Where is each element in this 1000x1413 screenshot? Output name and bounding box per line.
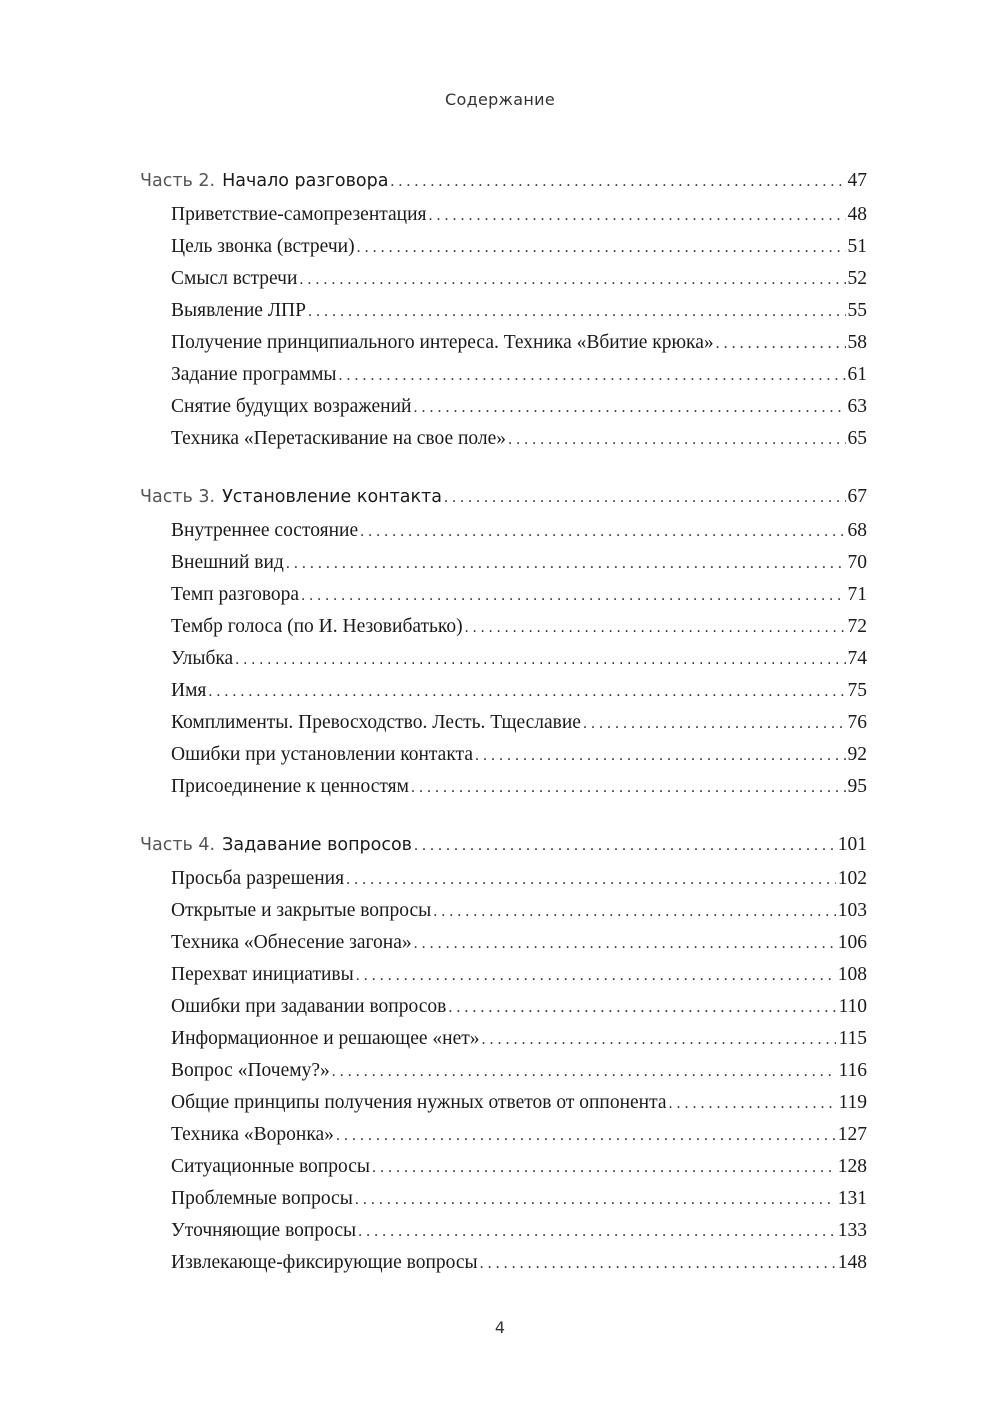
- toc-entry: [140, 428, 867, 460]
- entry-title: Ситуационные вопросы: [171, 1156, 370, 1177]
- toc-entry: [140, 900, 867, 932]
- entry-title: Перехват инициативы: [171, 964, 354, 985]
- dot-leader: [336, 1127, 836, 1145]
- entry-title: Снятие будущих возражений: [171, 396, 412, 417]
- entry-page-number: 116: [838, 1060, 867, 1081]
- entry-page-number: 63: [847, 396, 867, 417]
- toc-part: [140, 170, 867, 460]
- toc-entry: [140, 776, 867, 808]
- dot-leader: [301, 587, 845, 605]
- entry-title: Уточняющие вопросы: [171, 1220, 357, 1241]
- entry-page-number: 127: [837, 1124, 867, 1145]
- entry-page-number: 128: [837, 1156, 867, 1177]
- dot-leader: [414, 837, 836, 855]
- entry-page-number: 52: [847, 268, 867, 289]
- toc-entry: [140, 204, 867, 236]
- toc-entry: [140, 932, 867, 964]
- toc-entry: [140, 1220, 867, 1252]
- toc-entry: [140, 964, 867, 996]
- part-page-number: 47: [847, 170, 867, 191]
- dot-leader: [433, 903, 836, 921]
- entry-page-number: 95: [847, 776, 867, 797]
- part-number: Часть 2.: [140, 171, 216, 191]
- entry-title: Выявление ЛПР: [171, 300, 306, 321]
- entry-title: Общие принципы получения нужных ответов от оппонента: [171, 1092, 667, 1113]
- toc-entry: [140, 1060, 867, 1092]
- page-number: 4: [494, 1318, 506, 1337]
- dot-leader: [339, 367, 846, 385]
- dot-leader: [235, 651, 845, 669]
- toc-part: [140, 834, 867, 1284]
- entry-page-number: 65: [847, 428, 867, 449]
- part-title: Начало разговора: [222, 171, 389, 191]
- toc-entry: [140, 396, 867, 428]
- toc-entry: [140, 332, 867, 364]
- toc-entry: [140, 364, 867, 396]
- entry-page-number: 92: [847, 744, 867, 765]
- entry-title: Просьба разрешения: [171, 868, 345, 889]
- entry-page-number: 131: [837, 1188, 867, 1209]
- toc-entry: [140, 680, 867, 712]
- toc-entry: [140, 744, 867, 776]
- entry-page-number: 110: [838, 996, 867, 1017]
- toc-entry: [140, 648, 867, 680]
- toc-entry: [140, 520, 867, 552]
- entry-title: Открытые и закрытые вопросы: [171, 900, 432, 921]
- dot-leader: [332, 1063, 837, 1081]
- dot-leader: [480, 1255, 836, 1273]
- entry-page-number: 103: [837, 900, 867, 921]
- dot-leader: [390, 173, 845, 191]
- toc-entry: [140, 996, 867, 1028]
- entry-page-number: 55: [847, 300, 867, 321]
- entry-title: Ошибки при установлении контакта: [171, 744, 473, 765]
- dot-leader: [299, 271, 845, 289]
- entry-title: Комплименты. Превосходство. Лесть. Тщеславие: [171, 712, 581, 733]
- dot-leader: [508, 431, 845, 449]
- toc-entry: [140, 268, 867, 300]
- entry-title: Смысл встречи: [171, 268, 298, 289]
- part-number: Часть 4.: [140, 835, 216, 855]
- part-page-number: 101: [837, 834, 867, 855]
- dot-leader: [286, 555, 846, 573]
- dot-leader: [465, 619, 846, 637]
- toc-entry: [140, 868, 867, 900]
- dot-leader: [411, 779, 846, 797]
- toc-entry: [140, 300, 867, 332]
- dot-leader: [448, 999, 836, 1017]
- part-number: Часть 3.: [140, 487, 216, 507]
- entry-page-number: 58: [847, 332, 867, 353]
- toc-entry: [140, 552, 867, 584]
- entry-page-number: 106: [837, 932, 867, 953]
- entry-title: Присоединение к ценностям: [171, 776, 409, 797]
- dot-leader: [358, 1223, 836, 1241]
- entry-page-number: 133: [837, 1220, 867, 1241]
- entry-page-number: 48: [847, 204, 867, 225]
- entry-title: Получение принципиального интереса. Техника «Вбитие крюка»: [171, 332, 714, 353]
- table-of-contents: [140, 170, 867, 1310]
- entry-page-number: 75: [847, 680, 867, 701]
- entry-page-number: 68: [847, 520, 867, 541]
- dot-leader: [360, 523, 845, 541]
- dot-leader: [475, 747, 846, 765]
- entry-title: Тембр голоса (по И. Незовибатько): [171, 616, 463, 637]
- entry-title: Внешний вид: [171, 552, 284, 573]
- dot-leader: [346, 871, 836, 889]
- entry-page-number: 108: [837, 964, 867, 985]
- entry-title: Вопрос «Почему?»: [171, 1060, 330, 1081]
- entry-page-number: 70: [847, 552, 867, 573]
- entry-page-number: 72: [847, 616, 867, 637]
- dot-leader: [208, 683, 845, 701]
- toc-entry: [140, 1092, 867, 1124]
- dot-leader: [308, 303, 846, 321]
- toc-part-heading: [140, 834, 867, 866]
- entry-title: Имя: [171, 680, 207, 701]
- entry-title: Темп разговора: [171, 584, 300, 605]
- dot-leader: [356, 967, 836, 985]
- part-page-number: 67: [847, 486, 867, 507]
- entry-title: Техника «Воронка»: [171, 1124, 334, 1145]
- entry-page-number: 115: [838, 1028, 867, 1049]
- entry-page-number: 102: [837, 868, 867, 889]
- toc-entry: [140, 236, 867, 268]
- entry-page-number: 119: [838, 1092, 867, 1113]
- dot-leader: [413, 399, 845, 417]
- dot-leader: [372, 1159, 836, 1177]
- toc-part-heading: [140, 486, 867, 518]
- entry-title: Улыбка: [171, 648, 234, 669]
- dot-leader: [357, 239, 846, 257]
- toc-part: [140, 486, 867, 808]
- entry-page-number: 76: [847, 712, 867, 733]
- toc-part-heading: [140, 170, 867, 202]
- dot-leader: [583, 715, 846, 733]
- toc-entry: [140, 616, 867, 648]
- dot-leader: [414, 935, 836, 953]
- entry-title: Приветствие-самопрезентация: [171, 204, 427, 225]
- entry-title: Цель звонка (встречи): [171, 236, 355, 257]
- dot-leader: [429, 207, 846, 225]
- toc-entry: [140, 1188, 867, 1220]
- toc-entry: [140, 1156, 867, 1188]
- dot-leader: [355, 1191, 836, 1209]
- toc-entry: [140, 712, 867, 744]
- entry-title: Информационное и решающее «нет»: [171, 1028, 480, 1049]
- dot-leader: [444, 489, 845, 507]
- entry-page-number: 74: [847, 648, 867, 669]
- toc-entry: [140, 1124, 867, 1156]
- entry-title: Ошибки при задавании вопросов: [171, 996, 447, 1017]
- dot-leader: [482, 1031, 837, 1049]
- entry-page-number: 71: [847, 584, 867, 605]
- entry-title: Извлекающе-фиксирующие вопросы: [171, 1252, 478, 1273]
- entry-page-number: 51: [847, 236, 867, 257]
- toc-entry: [140, 1252, 867, 1284]
- entry-page-number: 148: [837, 1252, 867, 1273]
- part-title: Задавание вопросов: [222, 835, 412, 855]
- entry-page-number: 61: [847, 364, 867, 385]
- dot-leader: [669, 1095, 837, 1113]
- entry-title: Техника «Обнесение загона»: [171, 932, 412, 953]
- entry-title: Задание программы: [171, 364, 337, 385]
- dot-leader: [716, 335, 846, 353]
- running-header: Содержание: [445, 90, 555, 109]
- toc-entry: [140, 584, 867, 616]
- toc-entry: [140, 1028, 867, 1060]
- entry-title: Техника «Перетаскивание на свое поле»: [171, 428, 507, 449]
- part-title: Установление контакта: [222, 487, 443, 507]
- entry-title: Внутреннее состояние: [171, 520, 359, 541]
- entry-title: Проблемные вопросы: [171, 1188, 353, 1209]
